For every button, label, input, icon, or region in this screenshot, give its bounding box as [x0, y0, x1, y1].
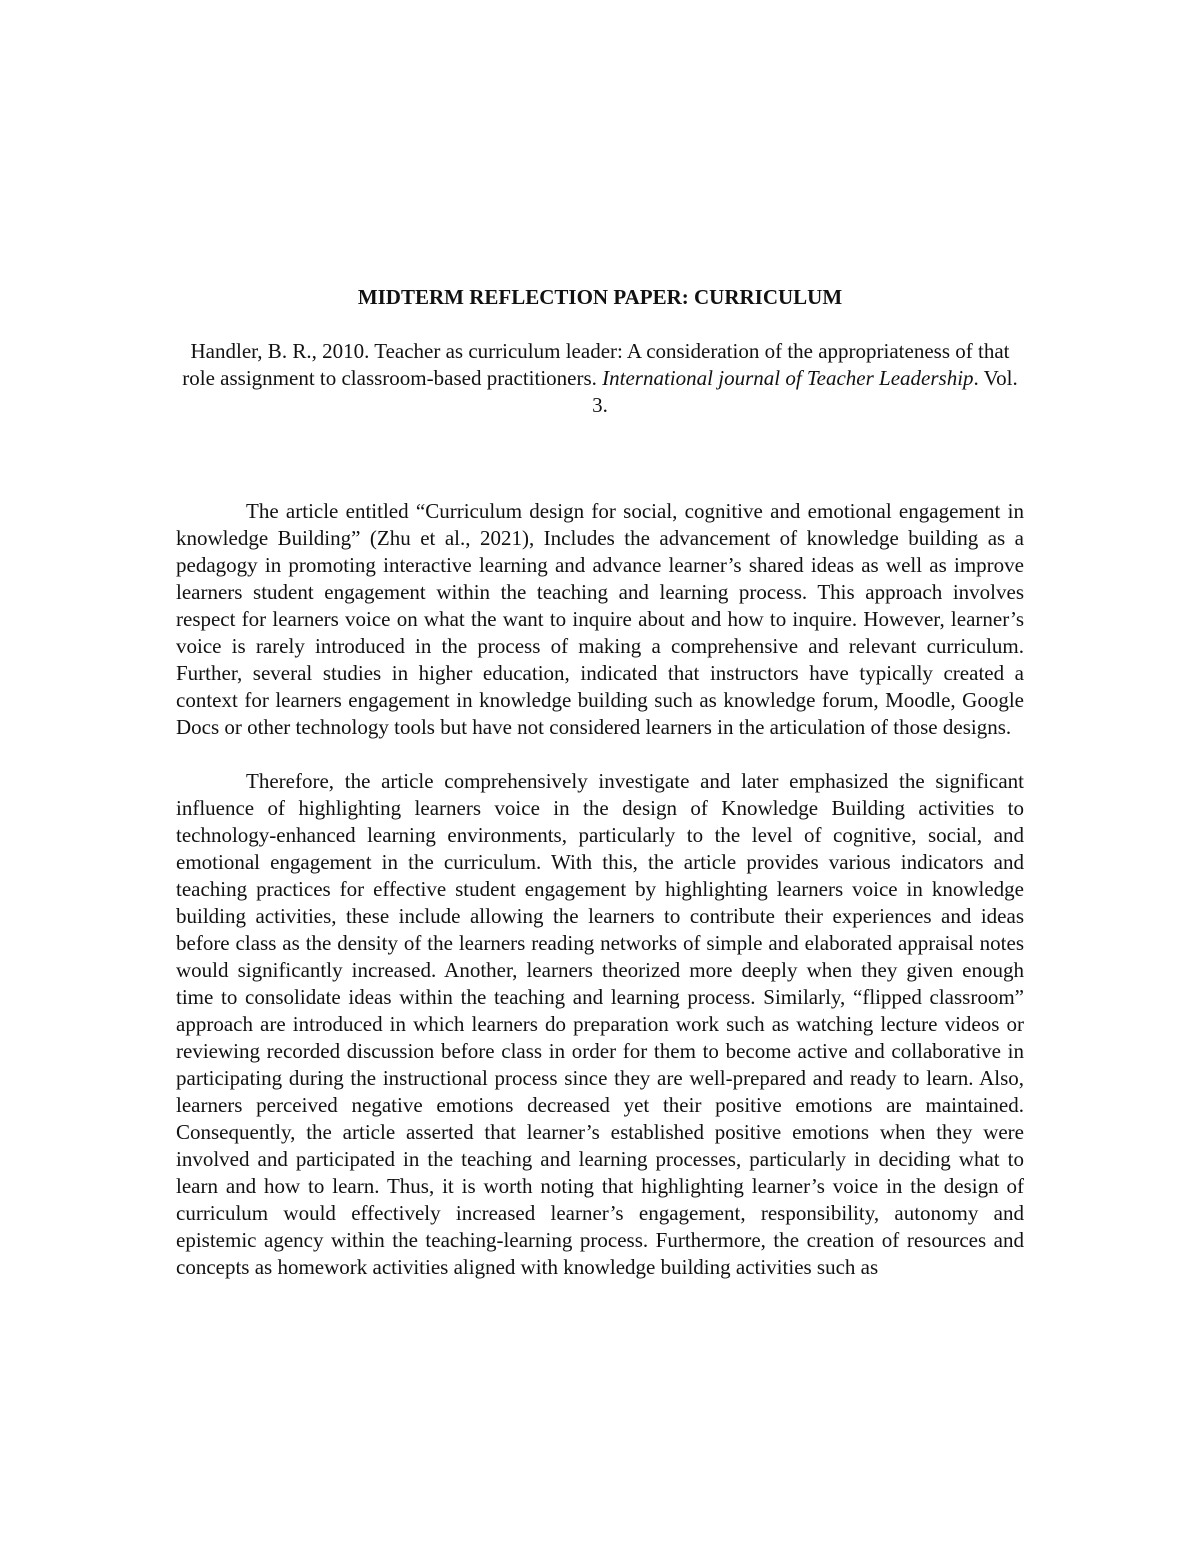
citation-volume: Vol. 3. — [592, 366, 1018, 417]
citation — [176, 338, 1024, 419]
paragraph: Therefore, the article comprehensively investigate and later emphasized the significant influence of highlighting learners voice in the design of Knowledge Building activities to technology-enhanced learning environments, particularly to the level of cognitive, social, and emotional engagement in the curriculum. With this, the article provides various indicators and teaching practices for effective student engagement by highlighting learners voice in knowledge building activities, these include allowing the learners to contribute their experiences and ideas before class as the density of the learners reading networks of simple and elaborated appraisal notes would significantly increased. Another, learners theorized more deeply when they given enough time to consolidate ideas within the teaching and learning process. Similarly, “flipped classroom” approach are introduced in which learners do preparation work such as watching lecture videos or reviewing recorded discussion before class in order for them to become active and collaborative in participating during the instructional process since they are well-prepared and ready to learn. Also, learners perceived negative emotions decreased yet their positive emotions are maintained. Consequently, the article asserted that learner’s established positive emotions when they were involved and participated in the teaching and learning processes, particularly in deciding what to learn and how to learn. Thus, it is worth noting that highlighting learner’s voice in the design of curriculum would effectively increased learner’s engagement, responsibility, autonomy and epistemic agency within the teaching-learning process. Furthermore, the creation of resources and concepts as homework activities aligned with knowledge building activities such as — [176, 769, 1024, 1279]
citation-journal: International journal of Teacher Leadership — [602, 366, 974, 390]
document-page — [176, 284, 1024, 1281]
paragraph: The article entitled “Curriculum design for social, cognitive and emotional engagement in knowledge Building” (Zhu et al., 2021), Includes the advancement of knowledge building as a pedagogy in promoting interactive learning and advance learner’s shared ideas as well as improve learners student engagement within the teaching and learning process. This approach involves respect for learners voice on what the want to inquire about and how to inquire. However, learner’s voice is rarely introduced in the process of making a comprehensive and relevant curriculum. Further, several studies in higher education, indicated that instructors have typically created a context for learners engagement in knowledge building such as knowledge forum, Moodle, Google Docs or other technology tools but have not considered learners in the articulation of those designs. — [176, 499, 1024, 739]
body-text — [176, 498, 1024, 1281]
citation-article-title: Teacher as curriculum leader: A consideration of the appropriateness of that role assignment to classroom-based practitioners. — [182, 339, 1010, 390]
page-title: MIDTERM REFLECTION PAPER: CURRICULUM — [357, 285, 843, 309]
citation-journal-period: . — [973, 366, 979, 390]
citation-authors-year: Handler, B. R., 2010. — [190, 339, 370, 363]
